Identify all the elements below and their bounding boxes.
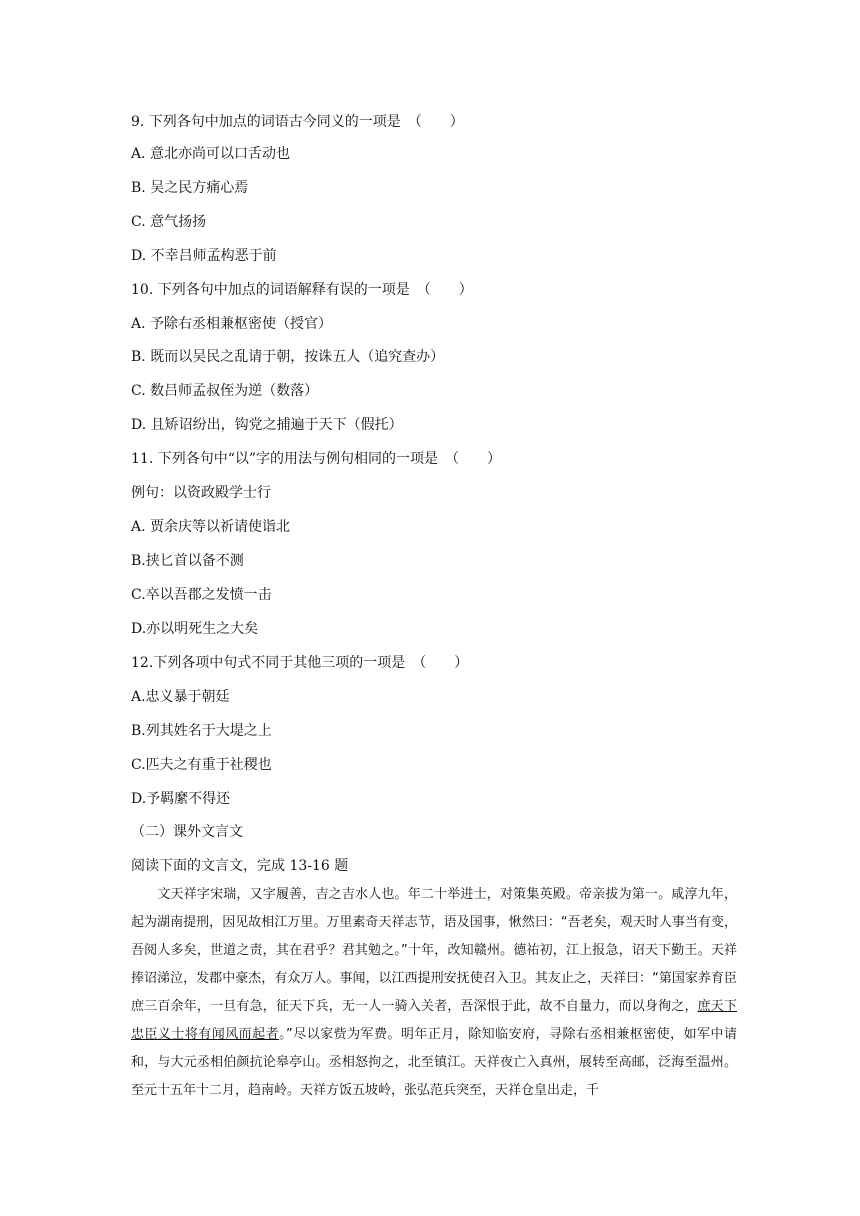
section-title: （二）课外文言文 (131, 824, 243, 840)
passage-underlined-sentence: 庶天下忠臣义士将有闻风而起者 (131, 999, 737, 1042)
question-11-option-b: B.挟匕首以备不测 (131, 553, 244, 569)
question-11-option-a: A. 贾余庆等以祈请使诣北 (131, 519, 291, 535)
question-11-example: 例句：以资政殿学士行 (131, 485, 271, 501)
question-9-stem: 9. 下列各句中加点的词语古今同义的一项是 （ ） (131, 114, 464, 130)
question-12-option-b: B.列其姓名于大堤之上 (131, 723, 272, 739)
question-9-option-c: C. 意气扬扬 (131, 214, 207, 230)
question-9-option-d: D. 不幸吕师孟构恶于前 (131, 248, 277, 264)
question-10-option-b: B. 既而以吴民之乱请于朝，按诛五人（追究查办） (131, 349, 445, 365)
passage-text-before: 文天祥字宋瑞，又字履善，吉之吉水人也。年二十举进士，对策集英殿。帝亲拔为第一。咸淳九年，起为湖南提刑，因见故相江万里。万里素奇天祥志节，语及国事，愀然曰：“吾老矣，观天时人事当有变，吾阅人多矣，世道之责，其在君乎？君其勉之。”十年，改知赣州。德祐初，江上报急，诏天下勤王。天祥捧诏涕泣，发郡中豪杰，有众万人。事闻，以江西提刑安抚使召入卫。其友止之，天祥曰：“第国家养育臣庶三百余年，一旦有急，征天下兵，无一人一骑入关者，吾深恨于此，故不自量力，而以身徇之， (131, 887, 737, 1014)
question-9-option-b: B. 吴之民方痛心焉 (131, 180, 249, 196)
question-11-stem: 11. 下列各句中“以”字的用法与例句相同的一项是 （ ） (131, 451, 502, 467)
question-12-stem: 12.下列各项中句式不同于其他三项的一项是 （ ） (131, 655, 469, 671)
question-10-option-c: C. 数吕师孟叔侄为逆（数落） (131, 383, 319, 399)
passage-text-after: 。”尽以家赀为军费。明年正月，除知临安府，寻除右丞相兼枢密使，如军中请和，与大元丞相伯颜抗论皋亭山。丞相怒拘之，北至镇江。天祥夜亡入真州，展转至高邮，泛海至温州。至元十五年十二月，趋南岭。天祥方饭五坡岭，张弘范兵突至，天祥仓皇出走，千 (131, 1027, 737, 1098)
passage-instruction: 阅读下面的文言文，完成 13-16 题 (131, 858, 349, 874)
question-9-option-a: A. 意北亦尚可以口舌动也 (131, 146, 291, 162)
question-11-option-d: D.亦以明死生之大矣 (131, 621, 259, 637)
question-12-option-d: D.予羁縻不得还 (131, 791, 231, 807)
classical-passage (131, 881, 737, 1105)
question-10-option-a: A. 予除右丞相兼枢密使（授官） (131, 316, 333, 332)
question-11-option-c: C.卒以吾郡之发愤一击 (131, 587, 272, 603)
question-10-stem: 10. 下列各句中加点的词语解释有误的一项是 （ ） (131, 282, 473, 298)
question-12-option-c: C.匹夫之有重于社稷也 (131, 757, 272, 773)
question-12-option-a: A.忠义暴于朝廷 (131, 689, 230, 705)
question-10-option-d: D. 且矫诏纷出，钩党之捕遍于天下（假托） (131, 417, 403, 433)
